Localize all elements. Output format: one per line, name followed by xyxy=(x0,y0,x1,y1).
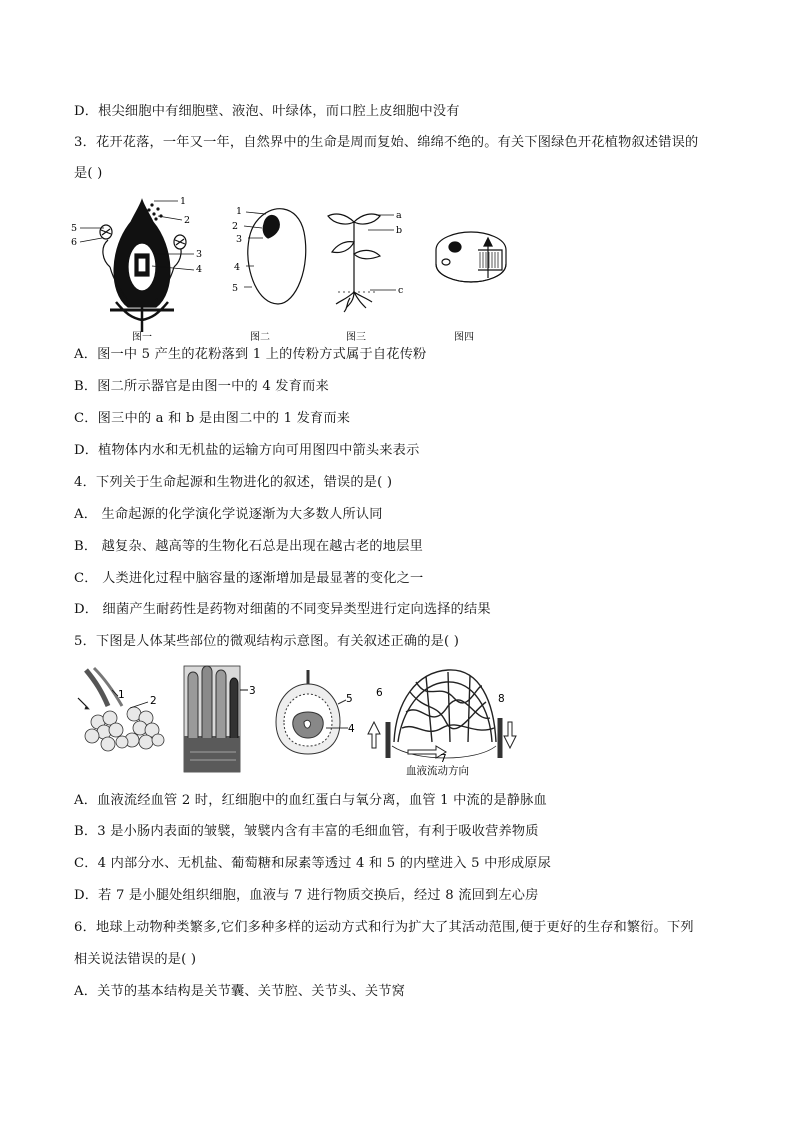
q5-capillary-network-diagram xyxy=(388,670,500,758)
q3-stem-line2: 是( ) xyxy=(74,166,103,181)
q3-option-b: B．图二所示器官是由图一中的 4 发育而来 xyxy=(74,379,329,394)
q3-fig1-label-6: 6 xyxy=(71,237,78,248)
q5-label-1: 1 xyxy=(118,689,125,701)
q3-fig2-label-1: 1 xyxy=(236,206,243,217)
q5-option-c: C．4 内部分水、无机盐、葡萄糖和尿素等透过 4 和 5 的内壁进入 5 中形成原尿 xyxy=(74,856,552,871)
q3-fig2-label-4: 4 xyxy=(234,262,241,273)
q4-option-b: B． 越复杂、越高等的生物化石总是出现在越古老的地层里 xyxy=(74,539,423,554)
q3-caption-fig1: 图一 xyxy=(132,332,152,343)
q3-fig3-label-a: a xyxy=(396,210,402,221)
q2-option-d: D．根尖细胞中有细胞壁、液泡、叶绿体，而口腔上皮细胞中没有 xyxy=(74,104,460,119)
q6-option-a: A．关节的基本结构是关节囊、关节腔、关节头、关节窝 xyxy=(74,984,406,999)
q5-villi-diagram xyxy=(184,666,248,772)
q3-fig2-label-2: 2 xyxy=(232,221,239,232)
q5-label-8: 8 xyxy=(498,693,505,705)
q3-caption-fig3: 图三 xyxy=(346,332,366,343)
q3-fig3-seedling-diagram xyxy=(328,214,396,312)
q3-stem-line1: 3．花开花落，一年又一年，自然界中的生命是周而复始、绵绵不绝的。有关下图绿色开花植物叙述错误的 xyxy=(74,135,699,150)
q3-caption-fig4: 图四 xyxy=(454,332,474,343)
q3-fig4-stem-section-diagram xyxy=(436,232,506,282)
q5-label-6: 6 xyxy=(376,687,383,699)
q3-fig2-label-3: 3 xyxy=(236,234,243,245)
q5-alveoli-diagram xyxy=(78,668,164,751)
q3-option-a: A．图一中 5 产生的花粉落到 1 上的传粉方式属于自花传粉 xyxy=(74,347,427,362)
q5-stem: 5．下图是人体某些部位的微观结构示意图。有关叙述正确的是( ) xyxy=(74,634,460,649)
q3-figure xyxy=(66,192,516,342)
q5-label-3: 3 xyxy=(249,685,256,697)
q3-fig1-label-2: 2 xyxy=(184,215,191,226)
q5-label-4: 4 xyxy=(348,723,355,735)
q3-fig2-label-5: 5 xyxy=(232,283,239,294)
q3-fig2-seed-diagram xyxy=(244,209,306,304)
q3-fig3-label-c: c xyxy=(398,285,404,296)
q3-fig1-flower-diagram xyxy=(80,200,194,332)
q5-figure xyxy=(76,662,516,780)
q4-stem: 4．下列关于生命起源和生物进化的叙述，错误的是( ) xyxy=(74,475,393,490)
q5-flow-caption: 血液流动方向 xyxy=(406,765,469,777)
q5-option-b: B．3 是小肠内表面的皱襞，皱襞内含有丰富的毛细血管，有利于吸收营养物质 xyxy=(74,824,539,839)
q5-label-7: 7 xyxy=(440,753,447,765)
q5-label-5: 5 xyxy=(346,693,353,705)
q4-option-d: D． 细菌产生耐药性是药物对细菌的不同变异类型进行定向选择的结果 xyxy=(74,602,491,617)
q3-fig3-label-b: b xyxy=(396,225,403,236)
q5-option-d: D．若 7 是小腿处组织细胞，血液与 7 进行物质交换后，经过 8 流回到左心房 xyxy=(74,888,539,903)
q5-nephron-diagram xyxy=(276,670,348,754)
q6-stem-line2: 相关说法错误的是( ) xyxy=(74,952,197,967)
q3-fig1-label-5: 5 xyxy=(71,223,78,234)
q6-stem-line1: 6．地球上动物种类繁多,它们多种多样的运动方式和行为扩大了其活动范围,便于更好的生存和繁衍。下列 xyxy=(74,920,694,935)
q3-fig1-label-3: 3 xyxy=(196,249,203,260)
q3-fig1-label-1: 1 xyxy=(180,196,187,207)
q4-option-c: C． 人类进化过程中脑容量的逐渐增加是最显著的变化之一 xyxy=(74,571,424,586)
q5-option-a: A．血液流经血管 2 时，红细胞中的血红蛋白与氧分离，血管 1 中流的是静脉血 xyxy=(74,793,547,808)
q4-option-a: A． 生命起源的化学演化学说逐渐为大多数人所认同 xyxy=(74,507,383,522)
q3-fig1-label-4: 4 xyxy=(196,264,203,275)
q3-option-d: D．植物体内水和无机盐的运输方向可用图四中箭头来表示 xyxy=(74,443,420,458)
q3-caption-fig2: 图二 xyxy=(250,332,270,343)
q5-label-2: 2 xyxy=(150,695,157,707)
q3-option-c: C．图三中的 a 和 b 是由图二中的 1 发育而来 xyxy=(74,411,351,426)
